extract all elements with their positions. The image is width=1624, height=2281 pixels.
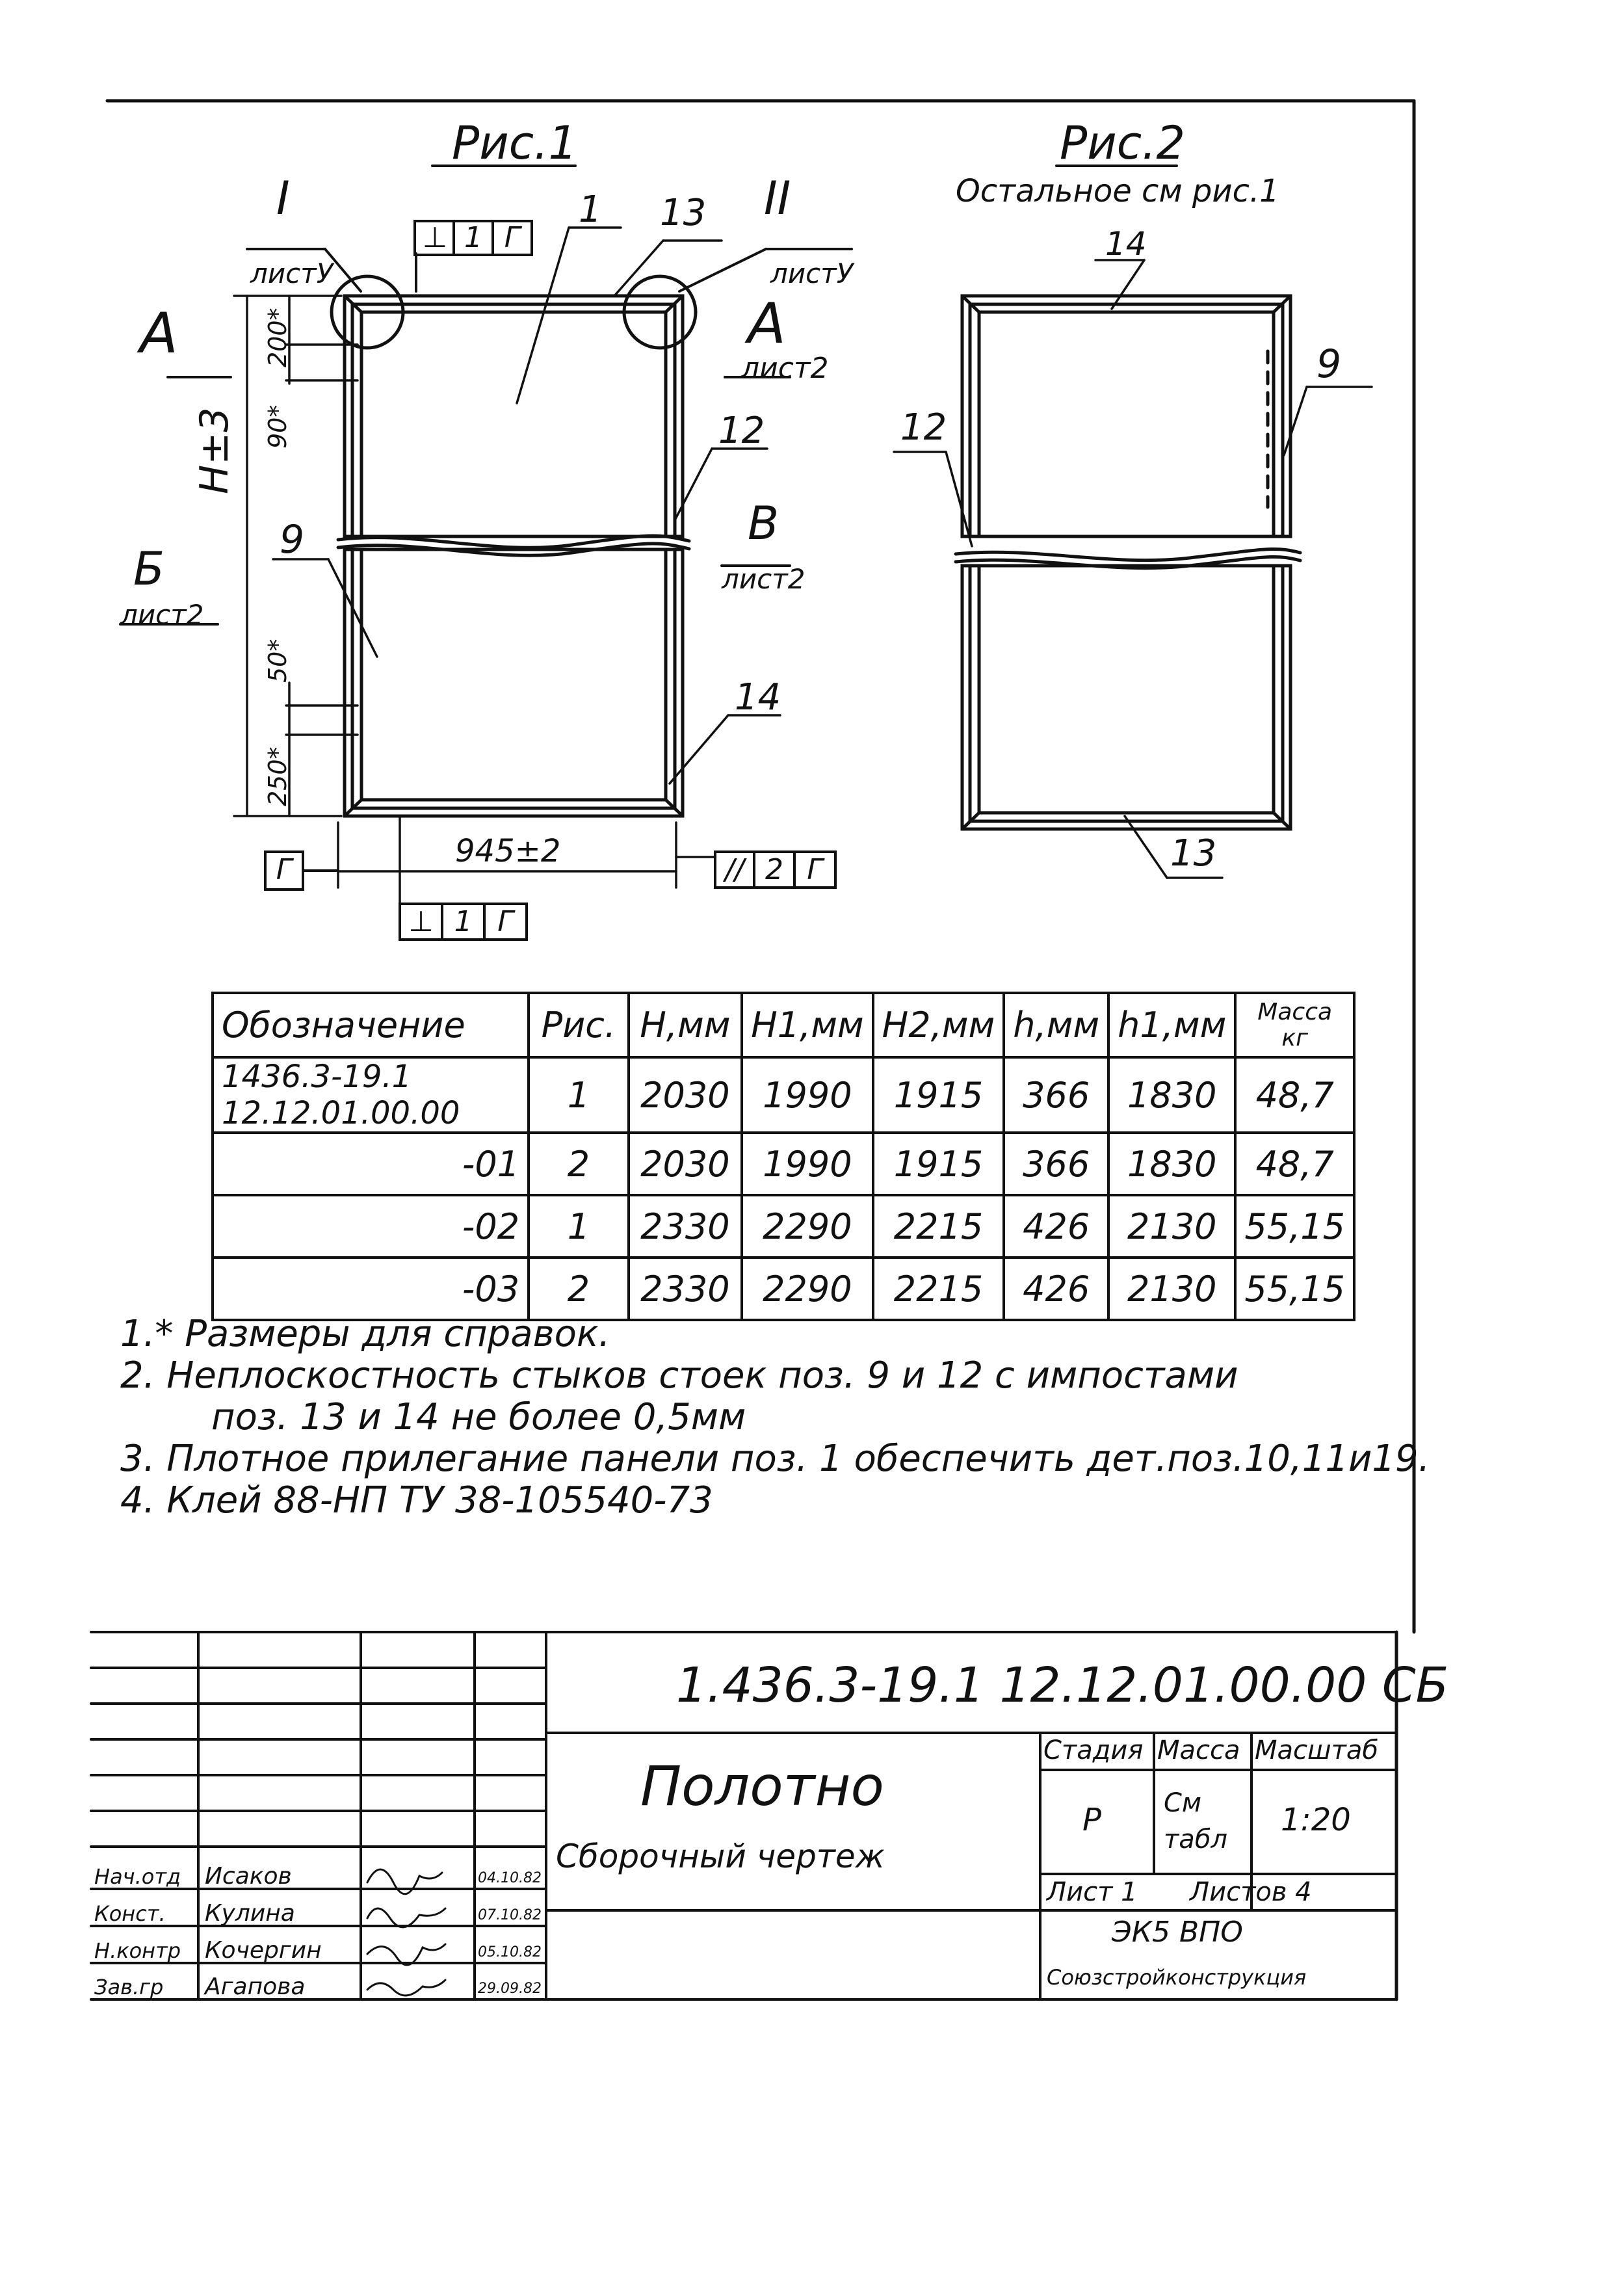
tol-bottom-datum: Г xyxy=(497,905,514,938)
mass-header: Масса xyxy=(1157,1735,1240,1765)
tol-bottom-symbol: ⊥ xyxy=(408,905,434,938)
cell: 1 xyxy=(529,1195,629,1258)
cell: 1990 xyxy=(742,1133,873,1195)
mass-value: См табл xyxy=(1164,1788,1228,1854)
tol-bottom-value: 1 xyxy=(454,905,473,938)
tol-right-datum: Г xyxy=(807,853,823,886)
table-row xyxy=(213,1195,1354,1258)
fig2-subtitle: Остальное см рис.1 xyxy=(956,173,1279,209)
header-mass: Масса кг xyxy=(1235,993,1354,1057)
table-row xyxy=(213,1133,1354,1195)
section-I-sheet: листУ xyxy=(250,257,334,289)
signer-4-date: 29.09.82 xyxy=(478,1981,542,1997)
cell: 2030 xyxy=(629,1133,742,1195)
header-fig: Рис. xyxy=(529,993,629,1057)
signer-3-role: Н.контр xyxy=(94,1938,181,1963)
fig2-title: Рис.2 xyxy=(1060,116,1185,170)
cell: 2130 xyxy=(1108,1195,1235,1258)
sheets-total: Листов 4 xyxy=(1190,1877,1312,1907)
figure2-door xyxy=(956,296,1300,829)
signature-2 xyxy=(367,1908,445,1927)
fig1-pos-12: 12 xyxy=(718,410,765,452)
signer-4-name: Агапова xyxy=(205,1973,306,2000)
spec-table xyxy=(211,992,1356,1321)
fig1-pos-13: 13 xyxy=(660,192,707,234)
header-H1: H1,мм xyxy=(742,993,873,1057)
fig2-pos-9: 9 xyxy=(1316,341,1342,387)
dim-90: 90* xyxy=(263,404,292,449)
section-A-sheet: лист2 xyxy=(741,352,829,385)
fig1-pos-9: 9 xyxy=(280,517,305,562)
scale-header: Масштаб xyxy=(1255,1735,1379,1765)
note-4: 4. Клей 88-НП ТУ 38-105540-73 xyxy=(120,1479,713,1522)
tol-top-datum: Г xyxy=(504,221,521,254)
cell: 426 xyxy=(1004,1258,1108,1320)
cell-designation: -02 xyxy=(213,1195,529,1258)
cell: 1830 xyxy=(1108,1057,1235,1133)
cell: 48,7 xyxy=(1235,1133,1354,1195)
cell: 2330 xyxy=(629,1258,742,1320)
header-h1: h1,мм xyxy=(1108,993,1235,1057)
note-2: 2. Неплоскостность стыков стоек поз. 9 и 12 с импостами xyxy=(120,1354,1238,1397)
section-V-label: В xyxy=(748,497,779,550)
cell: 1990 xyxy=(742,1057,873,1133)
cell: 2030 xyxy=(629,1057,742,1133)
section-I-label: I xyxy=(276,172,290,225)
tol-right-value: 2 xyxy=(765,853,783,886)
cell: 55,15 xyxy=(1235,1195,1354,1258)
cell-designation: -01 xyxy=(213,1133,529,1195)
note-1: 1.* Размеры для справок. xyxy=(120,1313,610,1355)
signature-1 xyxy=(367,1869,442,1894)
section-A-right: А xyxy=(748,291,786,356)
signer-1-name: Исаков xyxy=(205,1863,292,1890)
fig2-pos-12: 12 xyxy=(900,406,947,449)
org-line-2: Союзстройконструкция xyxy=(1047,1965,1307,1990)
cell: 2290 xyxy=(742,1258,873,1320)
cell: 2215 xyxy=(873,1258,1004,1320)
cell-designation: 1436.3-19.1 12.12.01.00.00 xyxy=(213,1057,529,1133)
signer-2-name: Кулина xyxy=(205,1900,295,1927)
notes xyxy=(120,1313,1430,1522)
cell: 48,7 xyxy=(1235,1057,1354,1133)
signer-2-role: Конст. xyxy=(94,1901,166,1926)
table-row xyxy=(213,1258,1354,1320)
cell: 426 xyxy=(1004,1195,1108,1258)
header-h: h,мм xyxy=(1004,993,1108,1057)
spec-table-header-row xyxy=(213,993,1354,1057)
cell: 2 xyxy=(529,1133,629,1195)
cell: 1 xyxy=(529,1057,629,1133)
header-H2: H2,мм xyxy=(873,993,1004,1057)
signer-2-date: 07.10.82 xyxy=(478,1907,542,1923)
scale-value: 1:20 xyxy=(1281,1802,1351,1838)
fig1-title: Рис.1 xyxy=(452,116,577,170)
dim-height: H±3 xyxy=(192,407,237,494)
fig1-lower-inner xyxy=(361,549,666,800)
datum-G: Г xyxy=(276,853,293,886)
sheet-number: Лист 1 xyxy=(1047,1877,1138,1907)
note-3: 3. Плотное прилегание панели поз. 1 обеспечить дет.поз.10,11и19. xyxy=(120,1438,1430,1480)
note-2-cont: поз. 13 и 14 не более 0,5мм xyxy=(211,1396,746,1438)
stage-value: Р xyxy=(1082,1802,1101,1838)
cell: 2290 xyxy=(742,1195,873,1258)
cell-designation: -03 xyxy=(213,1258,529,1320)
fig2-pos-13: 13 xyxy=(1170,832,1217,875)
section-V-sheet: лист2 xyxy=(722,563,805,595)
fig1-pos-1: 1 xyxy=(579,189,602,231)
dim-50: 50* xyxy=(263,639,292,683)
signer-1-date: 04.10.82 xyxy=(478,1870,542,1886)
cell: 1915 xyxy=(873,1057,1004,1133)
section-II-label: II xyxy=(764,172,791,225)
cell: 366 xyxy=(1004,1133,1108,1195)
doc-type: Сборочный чертеж xyxy=(556,1838,885,1875)
dim-250: 250* xyxy=(263,746,292,806)
fig2-pos-14: 14 xyxy=(1105,225,1147,263)
cell: 1915 xyxy=(873,1133,1004,1195)
cell: 55,15 xyxy=(1235,1258,1354,1320)
stage-header: Стадия xyxy=(1043,1735,1144,1765)
cell: 2215 xyxy=(873,1195,1004,1258)
section-B-sheet: лист2 xyxy=(120,599,204,631)
signature-4 xyxy=(367,1980,445,1996)
signer-1-role: Нач.отд xyxy=(94,1864,181,1889)
tol-top-symbol: ⊥ xyxy=(422,221,448,254)
header-H: H,мм xyxy=(629,993,742,1057)
signer-3-name: Кочергин xyxy=(205,1937,322,1964)
doc-name: Полотно xyxy=(640,1754,884,1818)
cell: 2 xyxy=(529,1258,629,1320)
fig1-lower-outer xyxy=(345,549,683,816)
table-row xyxy=(213,1057,1354,1133)
signer-3-date: 05.10.82 xyxy=(478,1944,542,1960)
cell: 2130 xyxy=(1108,1258,1235,1320)
org-line-1: ЭК5 ВПО xyxy=(1112,1916,1243,1949)
header-designation: Обозначение xyxy=(213,993,529,1057)
tol-right-symbol: // xyxy=(725,853,744,886)
signer-4-role: Зав.гр xyxy=(94,1975,164,1999)
section-II-sheet: листУ xyxy=(770,257,854,289)
tol-top-value: 1 xyxy=(464,221,482,254)
fig1-upper-inner xyxy=(361,312,666,536)
cell: 2330 xyxy=(629,1195,742,1258)
dim-width: 945±2 xyxy=(455,833,561,869)
cell: 366 xyxy=(1004,1057,1108,1133)
dim-200: 200* xyxy=(263,308,292,367)
figure1-door xyxy=(332,276,696,816)
fig1-pos-14: 14 xyxy=(735,676,781,719)
cell: 1830 xyxy=(1108,1133,1235,1195)
section-A-left: А xyxy=(140,301,178,366)
doc-number: 1.436.3-19.1 12.12.01.00.00 СБ xyxy=(676,1657,1449,1713)
section-B-label: Б xyxy=(133,542,165,596)
